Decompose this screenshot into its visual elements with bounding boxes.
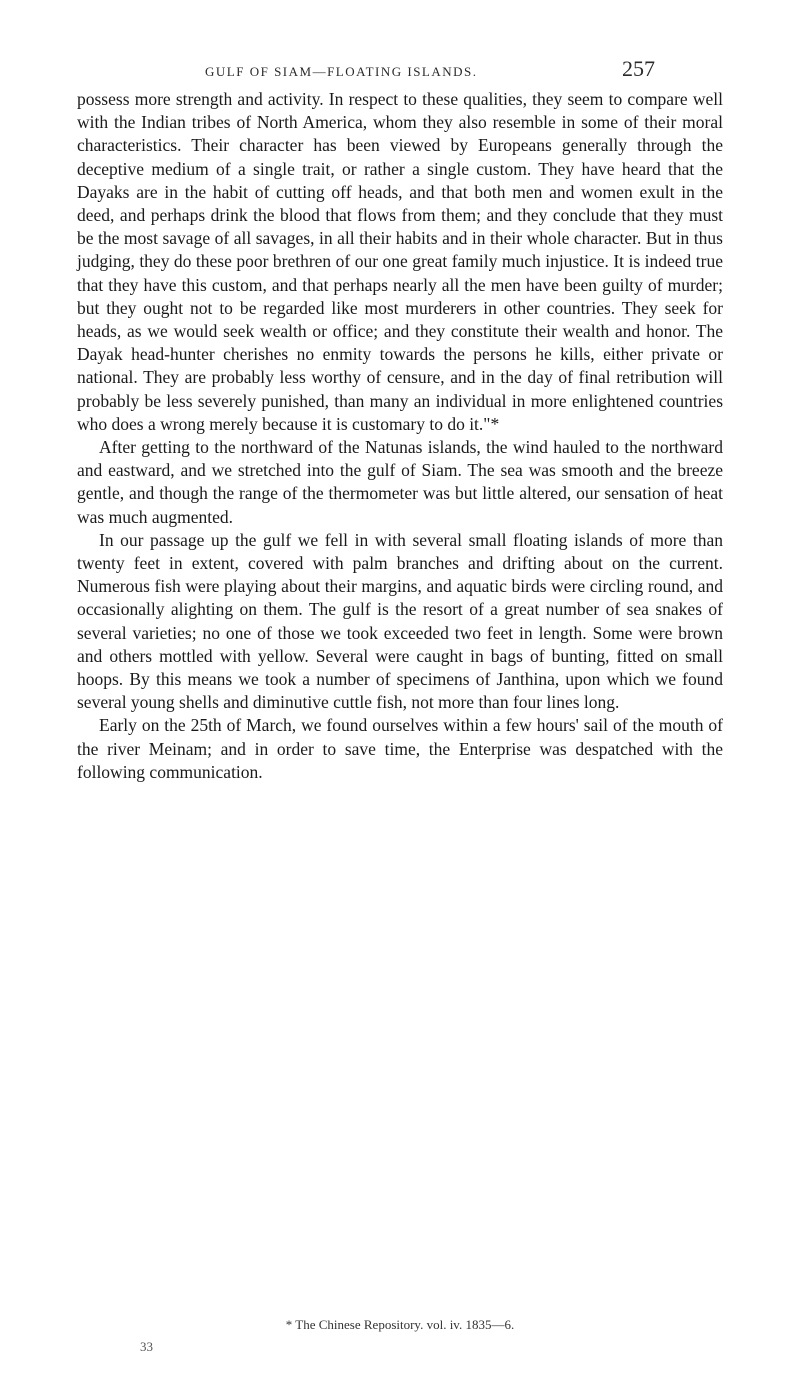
- signature-mark: 33: [140, 1339, 153, 1354]
- paragraph: After getting to the northward of the Natunas islands, the wind hauled to the northward and eastward, and we stretched into the gulf of Siam. The sea was smooth and the breeze gentle, and though the range of the thermometer was but little altered, our sensation of heat was much augmented.: [77, 437, 723, 527]
- footnote: * The Chinese Repository. vol. iv. 1835—6.: [285, 1317, 515, 1332]
- paragraph: possess more strength and activity. In respect to these qualities, they seem to compare well with the Indian tribes of North America, whom they also resemble in some of their moral characteristics. Their character has been viewed by Europeans generally through the deceptive medium of a single trait, or rather a single custom. They have heard that the Dayaks are in the habit of cutting off heads, and that both men and women exult in the deed, and perhaps drink the blood that flows from them; and they conclude that they must be the most savage of all savages, in all their habits and in their whole character. But in thus judging, they do these poor brethren of our one great family much injustice. It is indeed true that they have this custom, and that perhaps nearly all the men have been guilty of murder; but they ought not to be regarded like most murderers in other countries. They seek for heads, as we would seek wealth or office; and they constitute their wealth and honor. The Dayak head-hunter cherishes no enmity towards the persons he kills, either private or national. They are probably less worthy of censure, and in the day of final retribution will probably be less severely punished, than many an individual in more enlightened countries who does a wrong merely because it is customary to do it."*: [77, 89, 723, 434]
- paragraph: Early on the 25th of March, we found ourselves within a few hours' sail of the mouth of the river Meinam; and in order to save time, the Enterprise was despatched with the following communication.: [77, 715, 723, 782]
- body-text: [77, 88, 723, 784]
- page-number: 257: [622, 56, 655, 81]
- running-head: GULF OF SIAM—FLOATING ISLANDS.: [205, 64, 478, 79]
- paragraph: In our passage up the gulf we fell in with several small floating islands of more than twenty feet in extent, covered with palm branches and drifting about on the current. Numerous fish were playing about their margins, and aquatic birds were circling round, and occasionally alighting on them. The gulf is the resort of a great number of sea snakes of several varieties; no one of those we took exceeded two feet in length. Some were brown and others mottled with yellow. Several were caught in bags of bunting, fitted on small hoops. By this means we took a number of specimens of Janthina, upon which we found several young shells and diminutive cuttle fish, not more than four lines long.: [77, 529, 723, 713]
